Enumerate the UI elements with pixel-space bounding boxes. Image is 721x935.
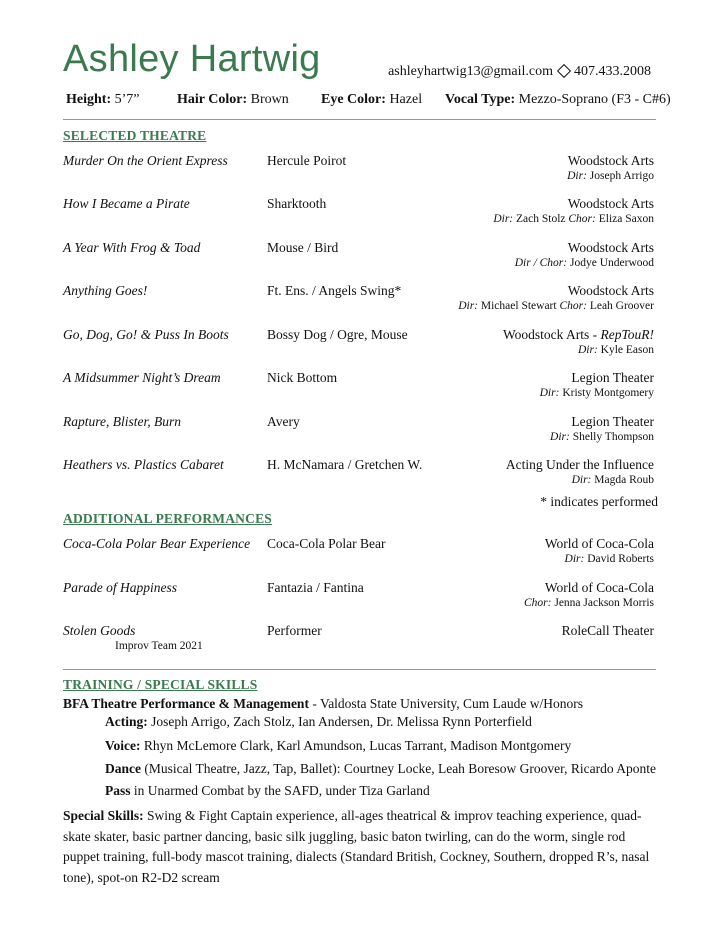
email: ashleyhartwig13@gmail.com <box>388 64 553 79</box>
stat-vocal-type: Vocal Type: Mezzo-Soprano (F3 - C#6) <box>445 92 671 107</box>
degree-line: BFA Theatre Performance & Management - Valdosta State University, Cum Laude w/Honors <box>63 696 584 711</box>
credit-row <box>63 370 654 402</box>
credit-row <box>63 580 654 612</box>
venue: Acting Under the Influence <box>505 457 654 472</box>
venue: RoleCall Theater <box>561 623 654 638</box>
resume-name: Ashley Hartwig <box>63 38 321 80</box>
venue: World of Coca-Cola <box>544 536 654 551</box>
stat-hair-color: Hair Color: Brown <box>177 92 289 107</box>
section-heading-additional-performances: ADDITIONAL PERFORMANCES <box>63 511 272 526</box>
show-title: A Midsummer Night’s Dream <box>63 370 221 385</box>
venue: World of Coca-Cola <box>544 580 654 595</box>
dance-teachers: Dance (Musical Theatre, Jazz, Tap, Ballet): Courtney Locke, Leah Boresow Groover, Ricardo Aponte <box>105 761 656 776</box>
show-title: Coca-Cola Polar Bear Experience <box>63 536 251 551</box>
credit-row <box>63 457 654 489</box>
director-credit: Dir: Kyle Eason <box>577 344 654 356</box>
director-credit: Dir: Zach Stolz Chor: Eliza Saxon <box>493 213 654 225</box>
director-credit: Dir: Michael Stewart Chor: Leah Groover <box>458 300 654 312</box>
special-skills: Special Skills: Swing & Fight Captain experience, all-ages theatrical & improv teaching experience, quad-skate skater, basic partner dancing, basic silk juggling, basic baton twirling, can do the worm, single rod puppet training, full-body mascot training, dialects (Standard British, Cockney, Southern, dropped R’s, nasal tone), spot-on R2-D2 scream <box>63 808 650 885</box>
role: Performer <box>267 623 322 638</box>
director-credit: Dir: Kristy Montgomery <box>539 387 654 399</box>
choreographer-credit: Chor: Jenna Jackson Morris <box>523 597 654 609</box>
director-credit: Dir: Joseph Arrigo <box>567 170 654 182</box>
show-title: Heathers vs. Plastics Cabaret <box>63 457 224 472</box>
credit-row <box>63 414 654 446</box>
combat-certification: Pass in Unarmed Combat by the SAFD, under Tiza Garland <box>105 783 430 798</box>
role: Sharktooth <box>267 196 327 211</box>
role: Hercule Poirot <box>267 153 347 168</box>
section-heading-selected-theatre: SELECTED THEATRE <box>63 128 207 143</box>
show-title: Anything Goes! <box>63 283 148 298</box>
show-title: Parade of Happiness <box>63 580 177 595</box>
credit-row <box>63 623 654 655</box>
credit-row <box>63 536 654 568</box>
role: Nick Bottom <box>267 370 338 385</box>
divider <box>63 669 656 670</box>
role: H. McNamara / Gretchen W. <box>267 457 423 472</box>
role: Mouse / Bird <box>267 240 339 255</box>
director-credit: Dir: David Roberts <box>564 553 654 565</box>
venue: Woodstock Arts <box>567 240 654 255</box>
venue: Legion Theater <box>571 414 654 429</box>
director-credit: Dir: Shelly Thompson <box>550 431 654 443</box>
director-credit: Dir / Chor: Jodye Underwood <box>514 257 654 269</box>
show-title: Stolen Goods <box>63 623 136 638</box>
voice-teachers: Voice: Rhyn McLemore Clark, Karl Amundson, Lucas Tarrant, Madison Montgomery <box>105 738 572 753</box>
show-title: Murder On the Orient Express <box>63 153 228 168</box>
show-subtitle: Improv Team 2021 <box>115 640 203 652</box>
role: Bossy Dog / Ogre, Mouse <box>267 327 408 342</box>
show-title: Go, Dog, Go! & Puss In Boots <box>63 327 229 342</box>
director-credit: Dir: Magda Roub <box>571 474 654 486</box>
show-title: How I Became a Pirate <box>63 196 190 211</box>
venue: Woodstock Arts <box>567 153 654 168</box>
venue: Woodstock Arts - RepTouR! <box>502 327 654 342</box>
footnote: * indicates performed <box>540 494 658 509</box>
diamond-separator-icon <box>557 64 571 78</box>
role: Ft. Ens. / Angels Swing* <box>267 283 402 298</box>
role: Avery <box>267 414 300 429</box>
credit-row <box>63 327 654 359</box>
stat-height: Height: 5’7” <box>66 92 140 107</box>
venue: Legion Theater <box>571 370 654 385</box>
venue: Woodstock Arts <box>567 196 654 211</box>
role: Fantazia / Fantina <box>267 580 364 595</box>
show-title: Rapture, Blister, Burn <box>63 414 181 429</box>
stat-eye-color: Eye Color: Hazel <box>321 92 423 107</box>
venue: Woodstock Arts <box>567 283 654 298</box>
credit-row <box>63 153 654 185</box>
show-title: A Year With Frog & Toad <box>63 240 201 255</box>
phone: 407.433.2008 <box>574 64 651 79</box>
credit-row <box>63 240 654 272</box>
divider <box>63 119 656 120</box>
section-heading-training: TRAINING / SPECIAL SKILLS <box>63 677 258 692</box>
contact-info <box>388 64 651 80</box>
role: Coca-Cola Polar Bear <box>267 536 386 551</box>
acting-teachers: Acting: Joseph Arrigo, Zach Stolz, Ian Andersen, Dr. Melissa Rynn Porterfield <box>105 714 532 729</box>
credit-row <box>63 196 654 228</box>
credit-row <box>63 283 654 315</box>
